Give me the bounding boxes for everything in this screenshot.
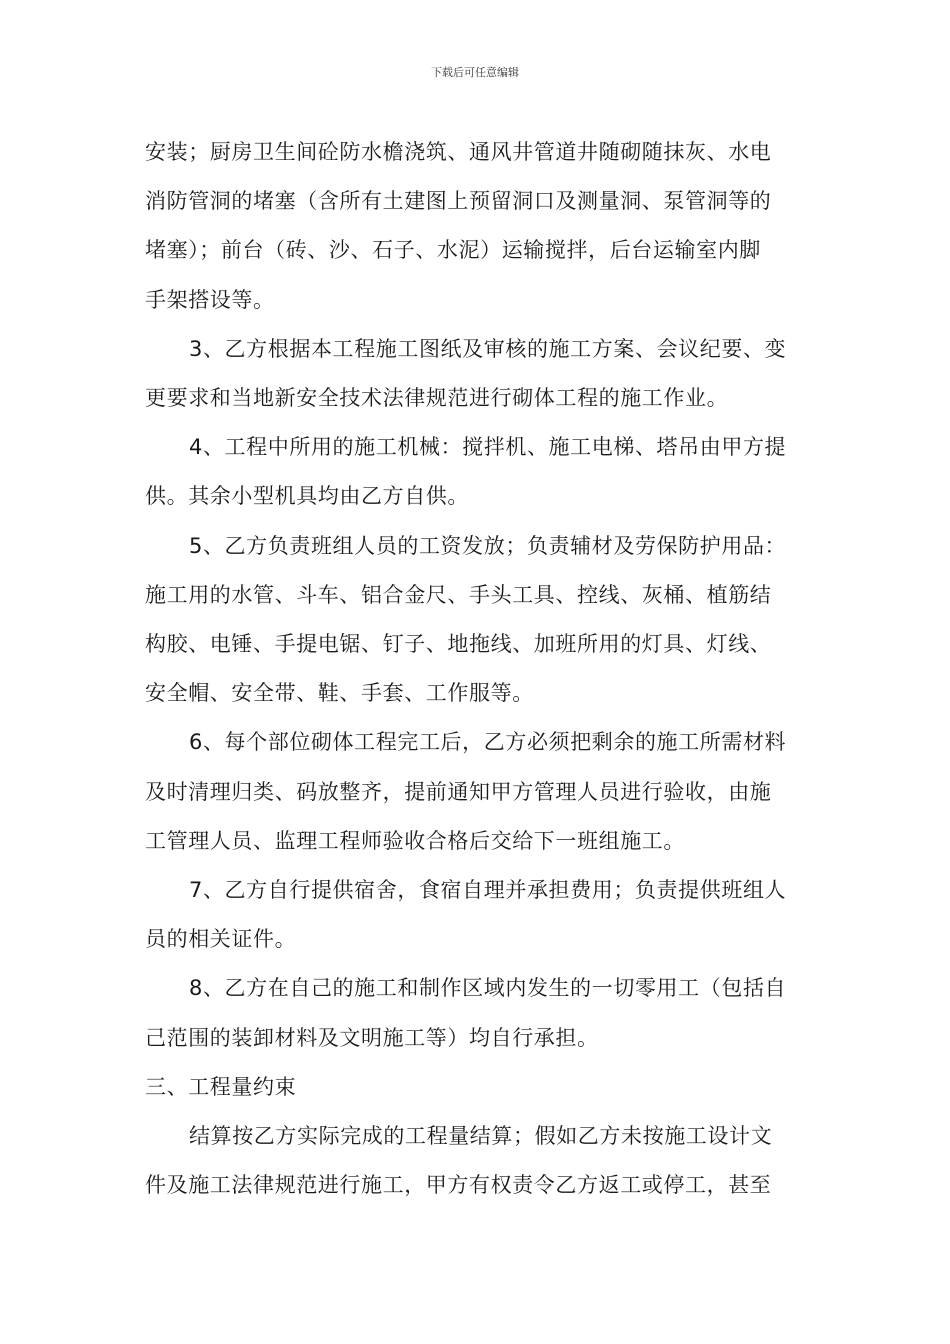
clause-8-line: 8、乙方在自己的施工和制作区域内发生的一切零用工（包括自 — [189, 976, 787, 1001]
text-line: 施工用的水管、斗车、铝合金尺、手头工具、控线、灰桶、植筋结 — [145, 582, 772, 607]
text-line: 手架搭设等。 — [145, 287, 275, 312]
clause-5-line: 5、乙方负责班组人员的工资发放；负责辅材及劳保防护用品： — [189, 533, 787, 558]
text-line: 及时清理归类、码放整齐，提前通知甲方管理人员进行验收，由施 — [145, 779, 772, 804]
paragraph-line: 结算按乙方实际完成的工程量结算；假如乙方未按施工设计文 — [189, 1124, 773, 1149]
header-note: 下载后可任意编辑 — [431, 66, 519, 79]
clause-6-line: 6、每个部位砌体工程完工后，乙方必须把剩余的施工所需材料 — [189, 730, 787, 755]
text-line: 安装；厨房卫生间砼防水檐浇筑、通风井管道井随砌随抹灰、水电 — [145, 140, 772, 164]
text-line: 己范围的装卸材料及文明施工等）均自行承担。 — [145, 1025, 599, 1050]
text-line: 构胶、电锤、手提电锯、钉子、地拖线、加班所用的灯具、灯线、 — [145, 632, 772, 657]
text-line: 消防管洞的堵塞（含所有土建图上预留洞口及测量洞、泵管洞等的 — [145, 189, 772, 214]
section-heading: 三、工程量约束 — [145, 1074, 297, 1099]
text-line: 堵塞）；前台（砖、沙、石子、水泥）运输搅拌，后台运输室内脚 — [145, 238, 761, 263]
text-line: 件及施工法律规范进行施工，甲方有权责令乙方返工或停工，甚至 — [145, 1173, 772, 1198]
text-line: 安全帽、安全带、鞋、手套、工作服等。 — [145, 681, 534, 706]
text-line: 更要求和当地新安全技术法律规范进行砌体工程的施工作业。 — [145, 386, 729, 411]
clause-4-line: 4、工程中所用的施工机械：搅拌机、施工电梯、塔吊由甲方提 — [189, 435, 787, 460]
document-body — [145, 128, 810, 1210]
clause-3-line: 3、乙方根据本工程施工图纸及审核的施工方案、会议纪要、变 — [189, 336, 787, 361]
text-line: 供。其余小型机具均由乙方自供。 — [145, 484, 469, 509]
text-line: 员的相关证件。 — [145, 927, 297, 952]
clause-7-line: 7、乙方自行提供宿舍，食宿自理并承担费用；负责提供班组人 — [189, 878, 787, 903]
text-line: 工管理人员、监理工程师验收合格后交给下一班组施工。 — [145, 828, 685, 853]
